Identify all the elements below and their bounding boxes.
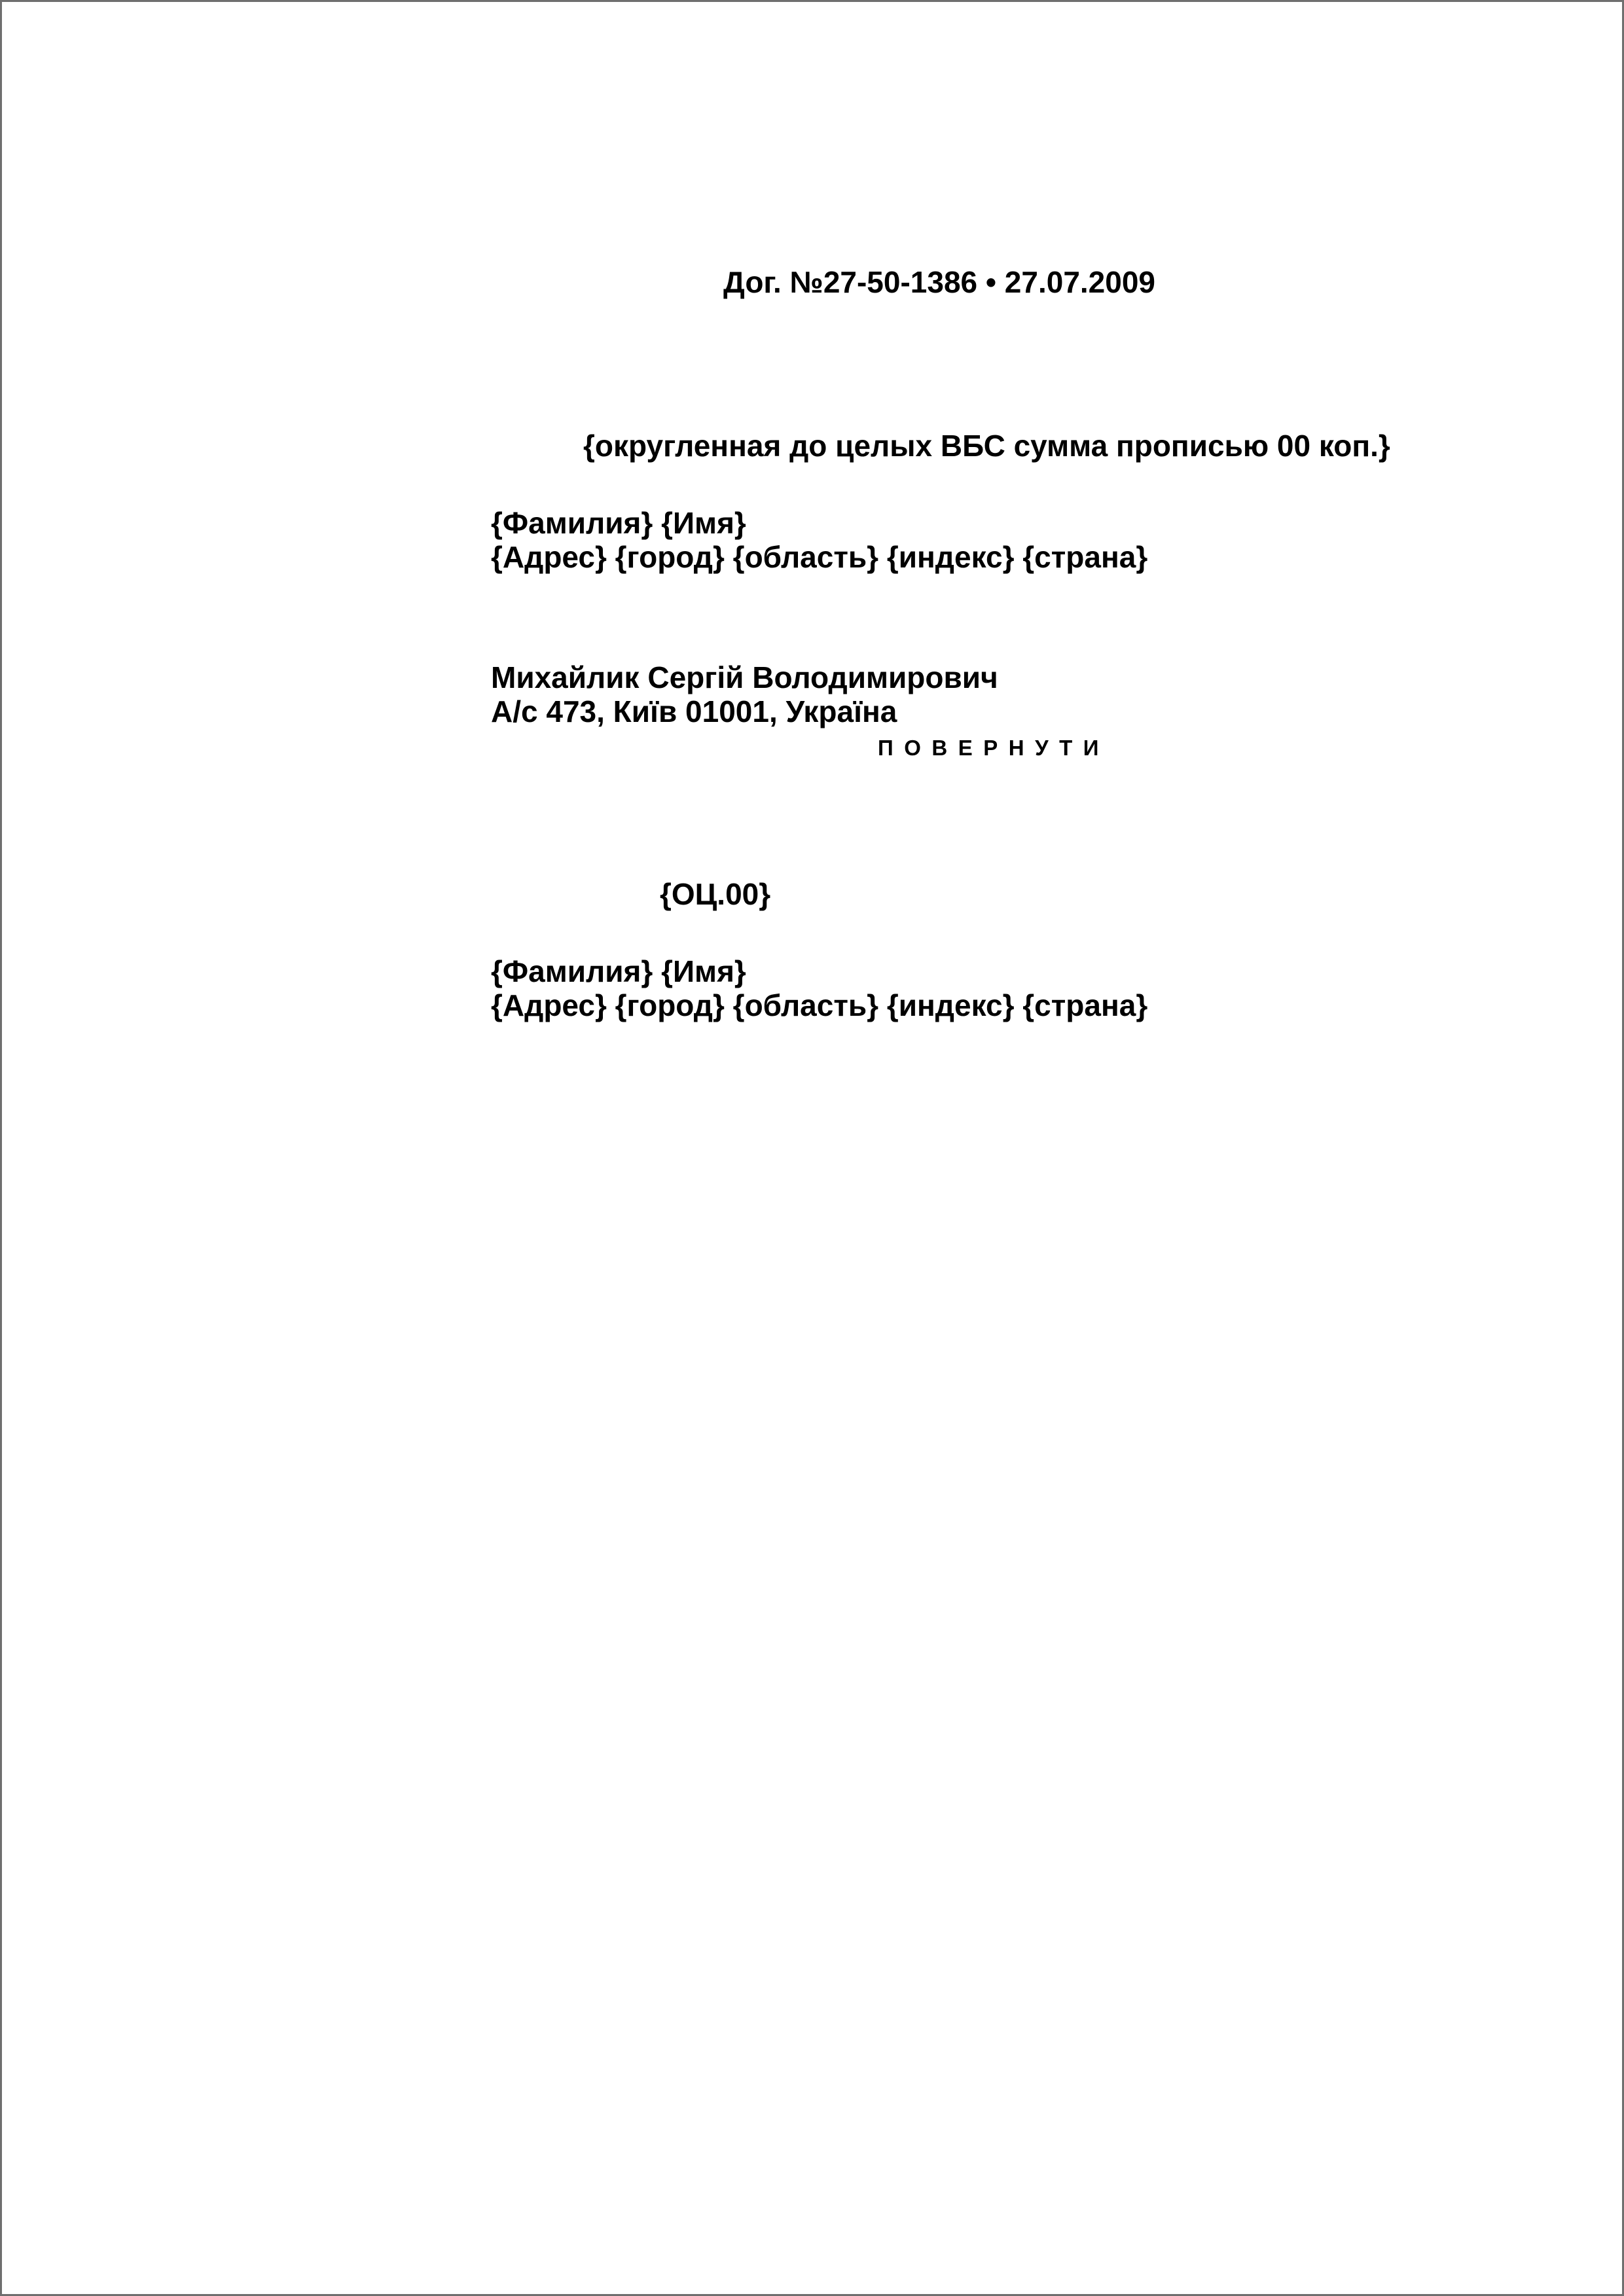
recipient-address: {Адрес} {город} {область} {индекс} {страна}: [491, 988, 1148, 1022]
sender-address-block: [491, 660, 998, 728]
recipient-name: {Фамилия} {Имя}: [491, 506, 746, 540]
recipient-address: {Адрес} {город} {область} {индекс} {страна}: [491, 540, 1148, 574]
oc-placeholder: {ОЦ.00}: [660, 877, 771, 911]
sender-address: А/с 473, Київ 01001, Україна: [491, 694, 897, 728]
recipient-address-block-bottom: [491, 954, 1147, 1022]
amount-in-words-placeholder: {округленная до целых ВБС сумма прописью 00 коп.}: [583, 429, 1390, 463]
sender-name: Михайлик Сергій Володимирович: [491, 660, 998, 694]
contract-number-date: Дог. №27-50-1386 • 27.07.2009: [723, 265, 1156, 299]
recipient-name: {Фамилия} {Имя}: [491, 954, 746, 988]
return-label: ПОВЕРНУТИ: [878, 736, 1110, 760]
recipient-address-block-top: [491, 506, 1147, 574]
